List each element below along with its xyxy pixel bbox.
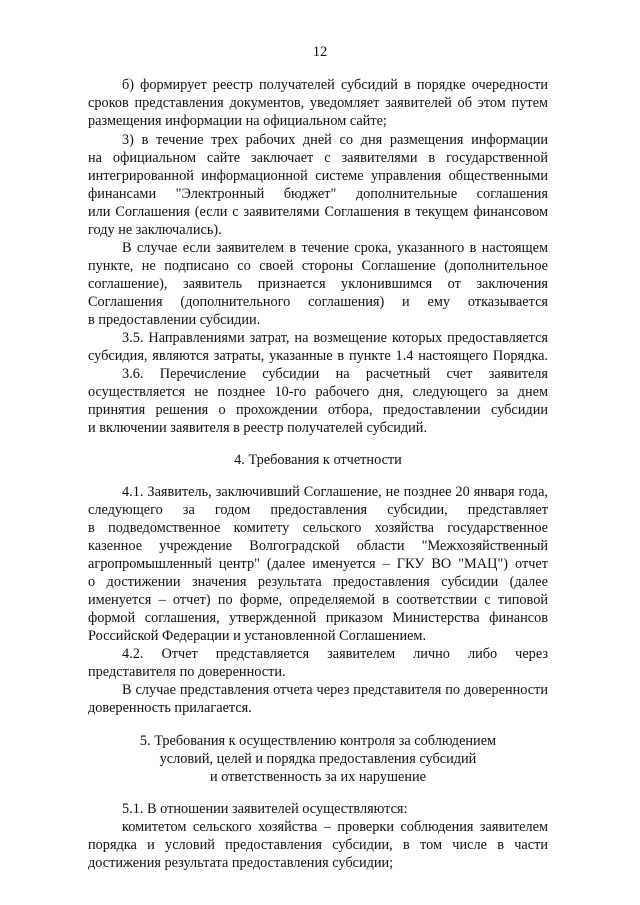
- paragraph-line: в подведомственное комитету сельского хозяйства государственное: [88, 520, 548, 536]
- paragraph-line: 3.6. Перечисление субсидии на расчетный счет заявителя: [122, 366, 548, 382]
- paragraph-line: формой соглашения, утвержденной приказом Министерства финансов: [88, 610, 548, 626]
- paragraph-line: Соглашения (дополнительного соглашения) и ему отказывается: [88, 294, 548, 310]
- paragraph-line: и включении заявителя в реестр получателей субсидий.: [88, 420, 428, 436]
- paragraph-line: представителя по доверенности.: [88, 664, 286, 680]
- section-heading-line: условий, целей и порядка предоставления субсидий: [159, 751, 477, 767]
- paragraph-line: В случае если заявителем в течение срока, указанного в настоящем: [122, 240, 548, 256]
- paragraph-line: о достижении значения результата предоставления субсидии (далее: [88, 574, 548, 590]
- paragraph-line: финансами "Электронный бюджет" дополнительные соглашения: [88, 186, 548, 202]
- paragraph-line: 5.1. В отношении заявителей осуществляются:: [122, 801, 408, 817]
- section-heading-line: и ответственность за их нарушение: [209, 769, 427, 785]
- paragraph-line: казенное учреждение Волгоградской области "Межхозяйственный: [88, 538, 548, 554]
- paragraph-line: именуется – отчет) по форме, определяемой в соответствии с типовой: [88, 592, 548, 608]
- paragraph-line: комитетом сельского хозяйства – проверки соблюдения заявителем: [122, 819, 548, 835]
- section-heading-line: 4. Требования к отчетности: [234, 452, 402, 468]
- paragraph-line: 3) в течение трех рабочих дней со дня размещения информации: [122, 132, 548, 148]
- paragraph-line: субсидия, являются затраты, указанные в пункте 1.4 настоящего Порядка.: [88, 348, 548, 364]
- paragraph-line: интегрированной информационной системе управления общественными: [88, 168, 548, 184]
- paragraph-line: году не заключались).: [88, 222, 222, 238]
- paragraph-line: порядка и условий предоставления субсидии, в том числе в части: [88, 837, 548, 853]
- paragraph-line: б) формирует реестр получателей субсидий в порядке очередности: [122, 77, 548, 93]
- paragraph-line: соглашение), заявитель признается уклонившимся от заключения: [88, 276, 548, 292]
- paragraph-line: принятия решения о прохождении отбора, предоставлении субсидии: [88, 402, 548, 418]
- paragraph-line: сроков представления документов, уведомляет заявителей об этом путем: [88, 95, 548, 111]
- paragraph-line: 4.2. Отчет представляется заявителем лично либо через: [122, 646, 548, 662]
- paragraph-line: 4.1. Заявитель, заключивший Соглашение, не позднее 20 января года,: [122, 484, 548, 500]
- paragraph-line: или Соглашения (если с заявителями Соглашения в текущем финансовом: [88, 204, 548, 220]
- paragraph-line: 3.5. Направлениями затрат, на возмещение которых предоставляется: [122, 330, 548, 346]
- paragraph-line: В случае представления отчета через представителя по доверенности: [122, 682, 548, 698]
- paragraph-line: размещения информации на официальном сайте;: [88, 113, 387, 129]
- page-number: 12: [312, 44, 328, 60]
- paragraph-line: доверенность прилагается.: [88, 700, 252, 716]
- paragraph-line: на официальном сайте заключает с заявителями в государственной: [88, 150, 548, 166]
- paragraph-line: агропромышленный центр" (далее именуется – ГКУ ВО "МАЦ") отчет: [88, 556, 548, 572]
- paragraph-line: следующего за годом предоставления субсидии, представляет: [88, 502, 548, 518]
- paragraph-line: Российской Федерации и установленной Соглашением.: [88, 628, 427, 644]
- paragraph-line: в предоставлении субсидии.: [88, 312, 261, 328]
- paragraph-line: достижения результата предоставления субсидии;: [88, 855, 394, 871]
- paragraph-line: осуществляется не позднее 10-го рабочего дня, следующего за днем: [88, 384, 548, 400]
- paragraph-line: пункте, не подписано со своей стороны Соглашение (дополнительное: [88, 258, 548, 274]
- section-heading-line: 5. Требования к осуществлению контроля за соблюдением: [139, 733, 497, 749]
